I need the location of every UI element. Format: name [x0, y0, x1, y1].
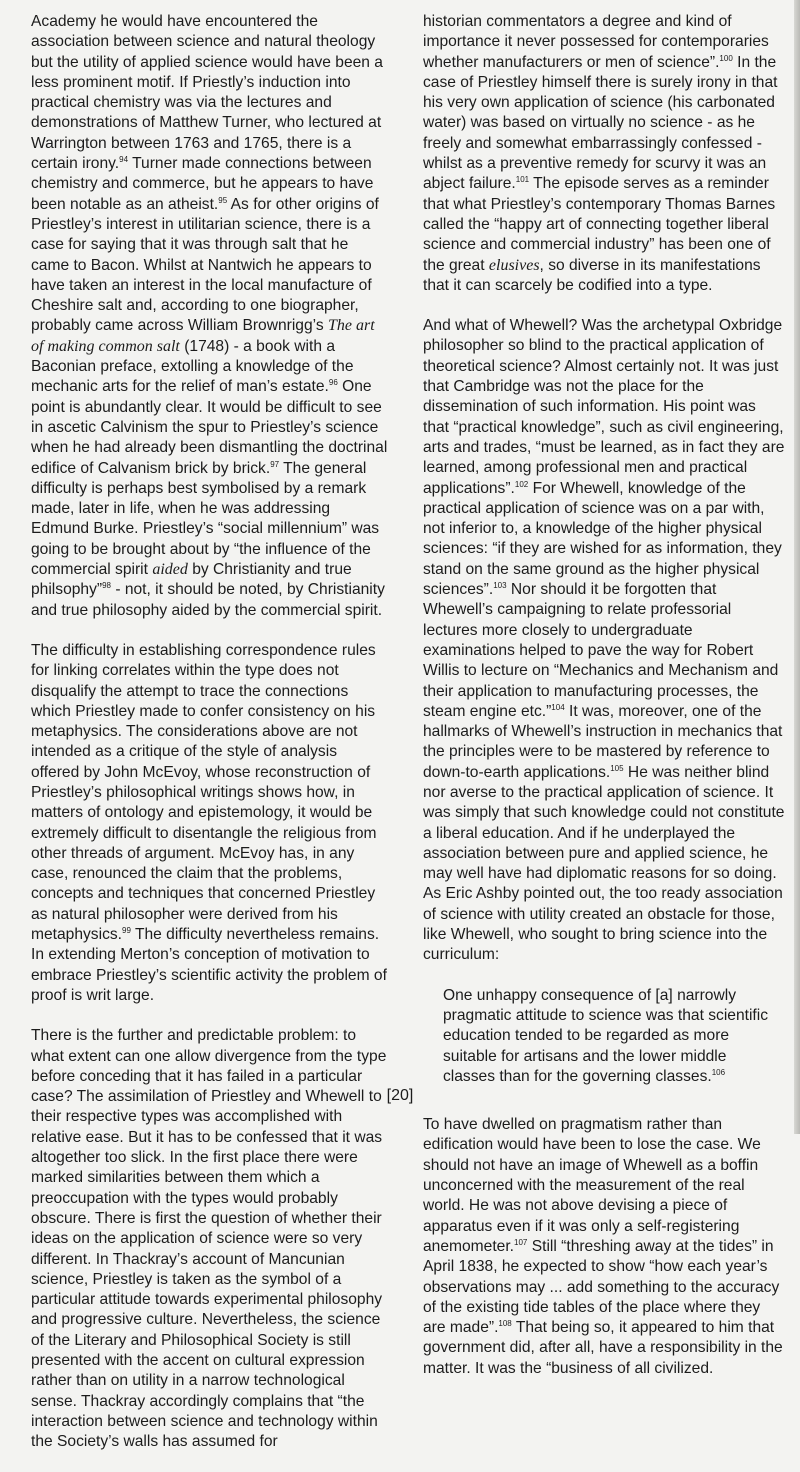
footnote-ref: 108 — [498, 1318, 512, 1328]
paragraph: To have dwelled on pragmatism rather than edification would have been to lose the case. We should not have an image of Whewell as a boffin unconcerned with the measurement of the real world. He was not above devising a piece of apparatus even if it was only a self-registering anemometer.$^{107}$ Still “threshing away at the tides” in April 1838, he expected to show “how each year’s observations may ... add something to the accuracy of the existing tide tables of the place where they are made”.$^{108}$ That being so, it appeared to him that government did, after all, have a responsibility in the matter. It was the “business of all civilized. — [423, 1116, 783, 1377]
footnote-ref: 95 — [218, 195, 228, 205]
left-column — [31, 12, 388, 1472]
footnote-ref: 98 — [102, 581, 111, 591]
footnote-ref: 96 — [328, 378, 338, 388]
page-number: [20] — [386, 1087, 414, 1104]
book-title: The art of making common salt — [31, 317, 375, 355]
footnote-ref: 104 — [551, 702, 565, 712]
paragraph: And what of Whewell? Was the archetypal Oxbridge philosopher so blind to the practical application of theoretical science? Almost certainly not. It was just that Cambridge was not the place for the dissemination of such information. His point was that “practical knowledge”, such as civil engineering, arts and trades, “must be learned, as in fact they are learned, among professional men and practical applications”.$^{102}$ For Whewell, knowledge of the practical application of science was on a par with, not inferior to, a knowledge of the higher physical sciences: “if they are wished for as information, they stand on the same ground as the higher physical sciences”.$^{103}$ Nor should it be forgotten that Whewell’s campaigning to relate professorial lectures more closely to undergraduate examinations helped to pave the way for Robert Willis to lecture on “Mechanics and Mechanism and their application to manufacturing processes, the steam engine etc.”$^{104}$ It was, moreover, one of the hallmarks of Whewell’s instruction in mechanics that the principles were to be mastered by reference to down-to-earth applications.$^{105}$ He was neither blind nor averse to the practical application of science. It was simply that such knowledge could not constitute a liberal education. And if he underplayed the association between pure and applied science, he may well have had diplomatic reasons for so doing. As Eric Ashby pointed out, the too ready association of science with utility created an obstacle for those, like Whewell, who sought to bring science into the curriculum: — [423, 317, 785, 964]
footnote-ref: 101 — [515, 175, 530, 185]
footnote-ref: 103 — [493, 580, 507, 590]
footnote-ref: 99 — [122, 925, 131, 935]
footnote-ref: 100 — [719, 53, 733, 63]
paragraph: There is the further and predictable problem: to what extent can one allow divergence from the type before conceding that it has failed in a particular case? The assimilation of Priestley and Whewell to their respective types was accomplished with relative ease. But it has to be confessed that it was altogether too slick. In the first place there were marked similarities between them which a preoccupation with the types would probably obscure. There is first the question of whether their ideas on the application of science were so very different. In Thackray’s account of Mancunian science, Priestley is taken as the symbol of a particular attitude towards experimental philosophy and progressive culture. Nevertheless, the science of the Literary and Philosophical Society is still presented with the accent on cultural expression rather than on utility in a narrow technological sense. Thackray accordingly complains that “the interaction between science and technology within the Society’s walls has assumed for — [31, 1027, 387, 1451]
footnote-ref: 102 — [514, 479, 529, 489]
footnote-ref: 107 — [514, 1237, 528, 1247]
footnote-ref: 94 — [119, 154, 129, 164]
footnote-ref: 97 — [270, 459, 280, 469]
right-column — [423, 12, 785, 1399]
footnote-ref: 105 — [610, 763, 624, 773]
paragraph: Academy he would have encountered the association between science and natural theology but the utility of applied science would have been a less prominent motif. If Priestly’s induction into practical chemistry was via the lectures and demonstrations of Matthew Turner, who lectured at Warrington between 1763 and 1765, there is a certain irony.$^{94}$ Turner made connections between chemistry and commerce, but he appears to have been notable as an atheist.$^{95}$ As for other origins of Priestley’s interest in utilitarian science, there is a case for saying that it was through salt that he came to Bacon. Whilst at Nantwich he appears to have taken an interest in the local manufacture of Cheshire salt and, according to one biographer, probably came across William Brownrigg’s The art of making common salt (1748) - a book with a Baconian preface, extolling a knowledge of the mechanic arts for the relief of man’s estate.$^{96}$ One point is abundantly clear. It would be difficult to see in ascetic Calvinism the spur to Priestley’s science when he had already been dismantling the doctrinal edifice of Calvanism brick by brick.$^{97}$ The general difficulty is perhaps best symbolised by a remark made, later in life, when he was addressing Edmund Burke. Priestley’s “social millennium” was going to be brought about by “the influence of the commercial spirit aided by Christianity and true philsophy”$^{98}$ - not, it should be noted, by Christianity and true philosophy aided by the commercial spirit. — [31, 13, 388, 619]
page-edge-shadow — [794, 0, 800, 1134]
paragraph: The difficulty in establishing correspondence rules for linking correlates within the type does not disqualify the attempt to trace the connections which Priestley made to confer consistency on his metaphysics. The considerations above are not intended as a critique of the style of analysis offered by John McEvoy, whose reconstruction of Priestley’s philosophical writings shows how, in matters of ontology and epistemology, it would be extremely difficult to disentangle the religious from other threads of argument. McEvoy has, in any case, renounced the claim that the problems, concepts and techniques that concerned Priestley as natural philosopher were derived from his metaphysics.$^{99}$ The difficulty nevertheless remains. In extending Merton’s conception of motivation to embrace Priestley’s scientific activity the problem of proof is writ large. — [31, 641, 387, 1004]
emphasis: elusives — [488, 256, 540, 274]
block-quote: One unhappy consequence of [a] narrowly pragmatic attitude to science was that scientific education tended to be regarded as more suitable for artisans and the lower middle classes than for the governing classes.$^{106}$ — [443, 986, 769, 1085]
paragraph: historian commentators a degree and kind of importance it never possessed for contemporaries whether manufacturers or men of science”.$^{100}$ In the case of Priestley himself there is surely irony in that his very own application of science (his carbonated water) was based on virtually no science - as he freely and somewhat embarrassingly confessed - whilst as a preventive remedy for scurvy it was an abject failure.$^{101}$ The episode serves as a reminder that what Priestley’s contemporary Thomas Barnes called the “happy art of connecting together liberal science and commercial industry” has been one of the great elusives, so diverse in its manifestations that it can scarcely be codified into a type. — [423, 13, 778, 294]
emphasis: aided — [152, 561, 188, 579]
footnote-ref: 106 — [711, 1067, 726, 1077]
